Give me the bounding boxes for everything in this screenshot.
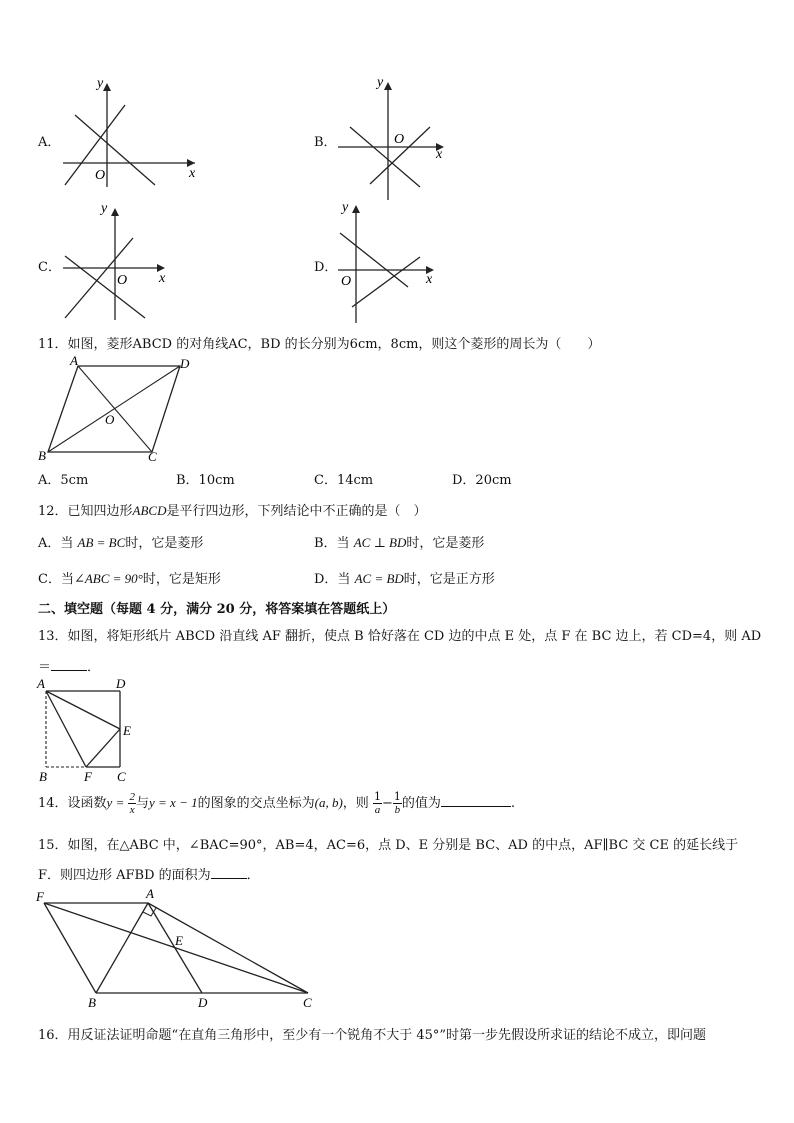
answer-blank[interactable]	[51, 658, 87, 671]
q11-option-b: B．10cm	[176, 473, 235, 488]
q16-line1: 16．用反证法证明命题“在直角三角形中，至少有一个锐角不大于 45°”时第一步先假设所求证的结论不成立，即问题	[38, 1028, 707, 1043]
axis-y-label: y	[377, 75, 384, 90]
q12-stem: 12．已知四边形ABCD是平行四边形，下列结论中不正确的是（ ）	[38, 503, 427, 519]
q11-option-c: C．14cm	[314, 473, 374, 488]
label-a: A	[70, 353, 78, 368]
q11-option-a: A．5cm	[38, 473, 89, 488]
q13-line1: 13．如图，将矩形纸片 ABCD 沿直线 AF 翻折，使点 B 恰好落在 CD 边的中点 E 处，点 F 在 BC 边上，若 CD=4，则 AD	[38, 629, 762, 644]
axis-y-label: y	[101, 201, 108, 216]
label-f: F	[36, 889, 44, 904]
option-b-label: B．	[314, 135, 337, 150]
graph-option-c	[55, 198, 180, 323]
q11-option-d: D．20cm	[452, 473, 512, 488]
option-d-label: D．	[314, 260, 338, 275]
axis-y-label: y	[97, 76, 104, 91]
label-b: B	[38, 448, 46, 463]
option-a-label: A．	[38, 135, 61, 150]
answer-blank[interactable]	[211, 866, 247, 879]
q12-option-b: B．当 AC ⊥ BD时，它是菱形	[314, 535, 485, 551]
q14-line: 14．设函数y = $\frac{2}{x}$ 与y = x − 1的图象的交点坐标为(a, b)，则 $\frac{1}{a}$ − $\frac{1}{b}$ 的值为 .	[38, 790, 515, 816]
origin-label: O	[117, 273, 128, 288]
axis-y-label: y	[342, 200, 349, 215]
label-a: A	[37, 676, 45, 691]
answer-blank[interactable]	[441, 794, 511, 807]
q12-option-c: C．当∠ABC = 90°时，它是矩形	[38, 571, 221, 587]
graph-option-d	[330, 195, 445, 325]
origin-label: O	[341, 274, 352, 289]
label-e: E	[175, 933, 183, 948]
q15-line1: 15．如图，在△ABC 中，∠BAC=90°，AB=4，AC=6，点 D、E 分别是 BC、AD 的中点，AF∥BC 交 CE 的延长线于	[38, 838, 739, 853]
axis-x-label: x	[426, 272, 433, 287]
fraction-2-over-x: $\frac{2}{x}$	[129, 791, 135, 816]
label-d: D	[198, 995, 208, 1010]
graph-option-b	[330, 72, 455, 202]
label-f: F	[84, 769, 92, 784]
label-d: D	[116, 676, 126, 691]
axis-x-label: x	[436, 147, 443, 162]
label-c: C	[117, 769, 126, 784]
label-c: C	[303, 995, 312, 1010]
q15-line2: F．则四边形 AFBD 的面积为 ．	[38, 868, 260, 883]
label-c: C	[148, 449, 157, 464]
origin-label: O	[394, 132, 405, 147]
label-o: O	[105, 412, 115, 427]
section-title: 二、填空题（每题 4 分，满分 20 分，将答案填在答题纸上）	[38, 602, 396, 617]
label-e: E	[123, 723, 131, 738]
q11-stem: 11．如图，菱形ABCD 的对角线AC，BD 的长分别为6cm，8cm，则这个菱形的周长为（ ）	[38, 337, 601, 352]
q12-option-a: A．当 AB = BC时，它是菱形	[38, 535, 204, 551]
label-b: B	[88, 995, 96, 1010]
option-c-label: C．	[38, 260, 61, 275]
graph-option-a	[55, 75, 205, 190]
q13-line2: ＝ ．	[38, 660, 101, 675]
q13-rectangle-figure	[32, 675, 142, 785]
fraction-1-over-b: $\frac{1}{b}$	[393, 790, 401, 816]
q11-rhombus-figure	[30, 352, 200, 464]
axis-x-label: x	[159, 271, 166, 286]
axis-x-label: x	[189, 166, 196, 181]
label-a: A	[146, 886, 154, 901]
q15-figure	[30, 883, 320, 1013]
origin-label: O	[95, 168, 106, 183]
label-d: D	[180, 356, 190, 371]
label-b: B	[39, 769, 47, 784]
q12-option-d: D．当 AC = BD时，它是正方形	[314, 571, 495, 587]
fraction-1-over-a: $\frac{1}{a}$	[373, 790, 381, 816]
